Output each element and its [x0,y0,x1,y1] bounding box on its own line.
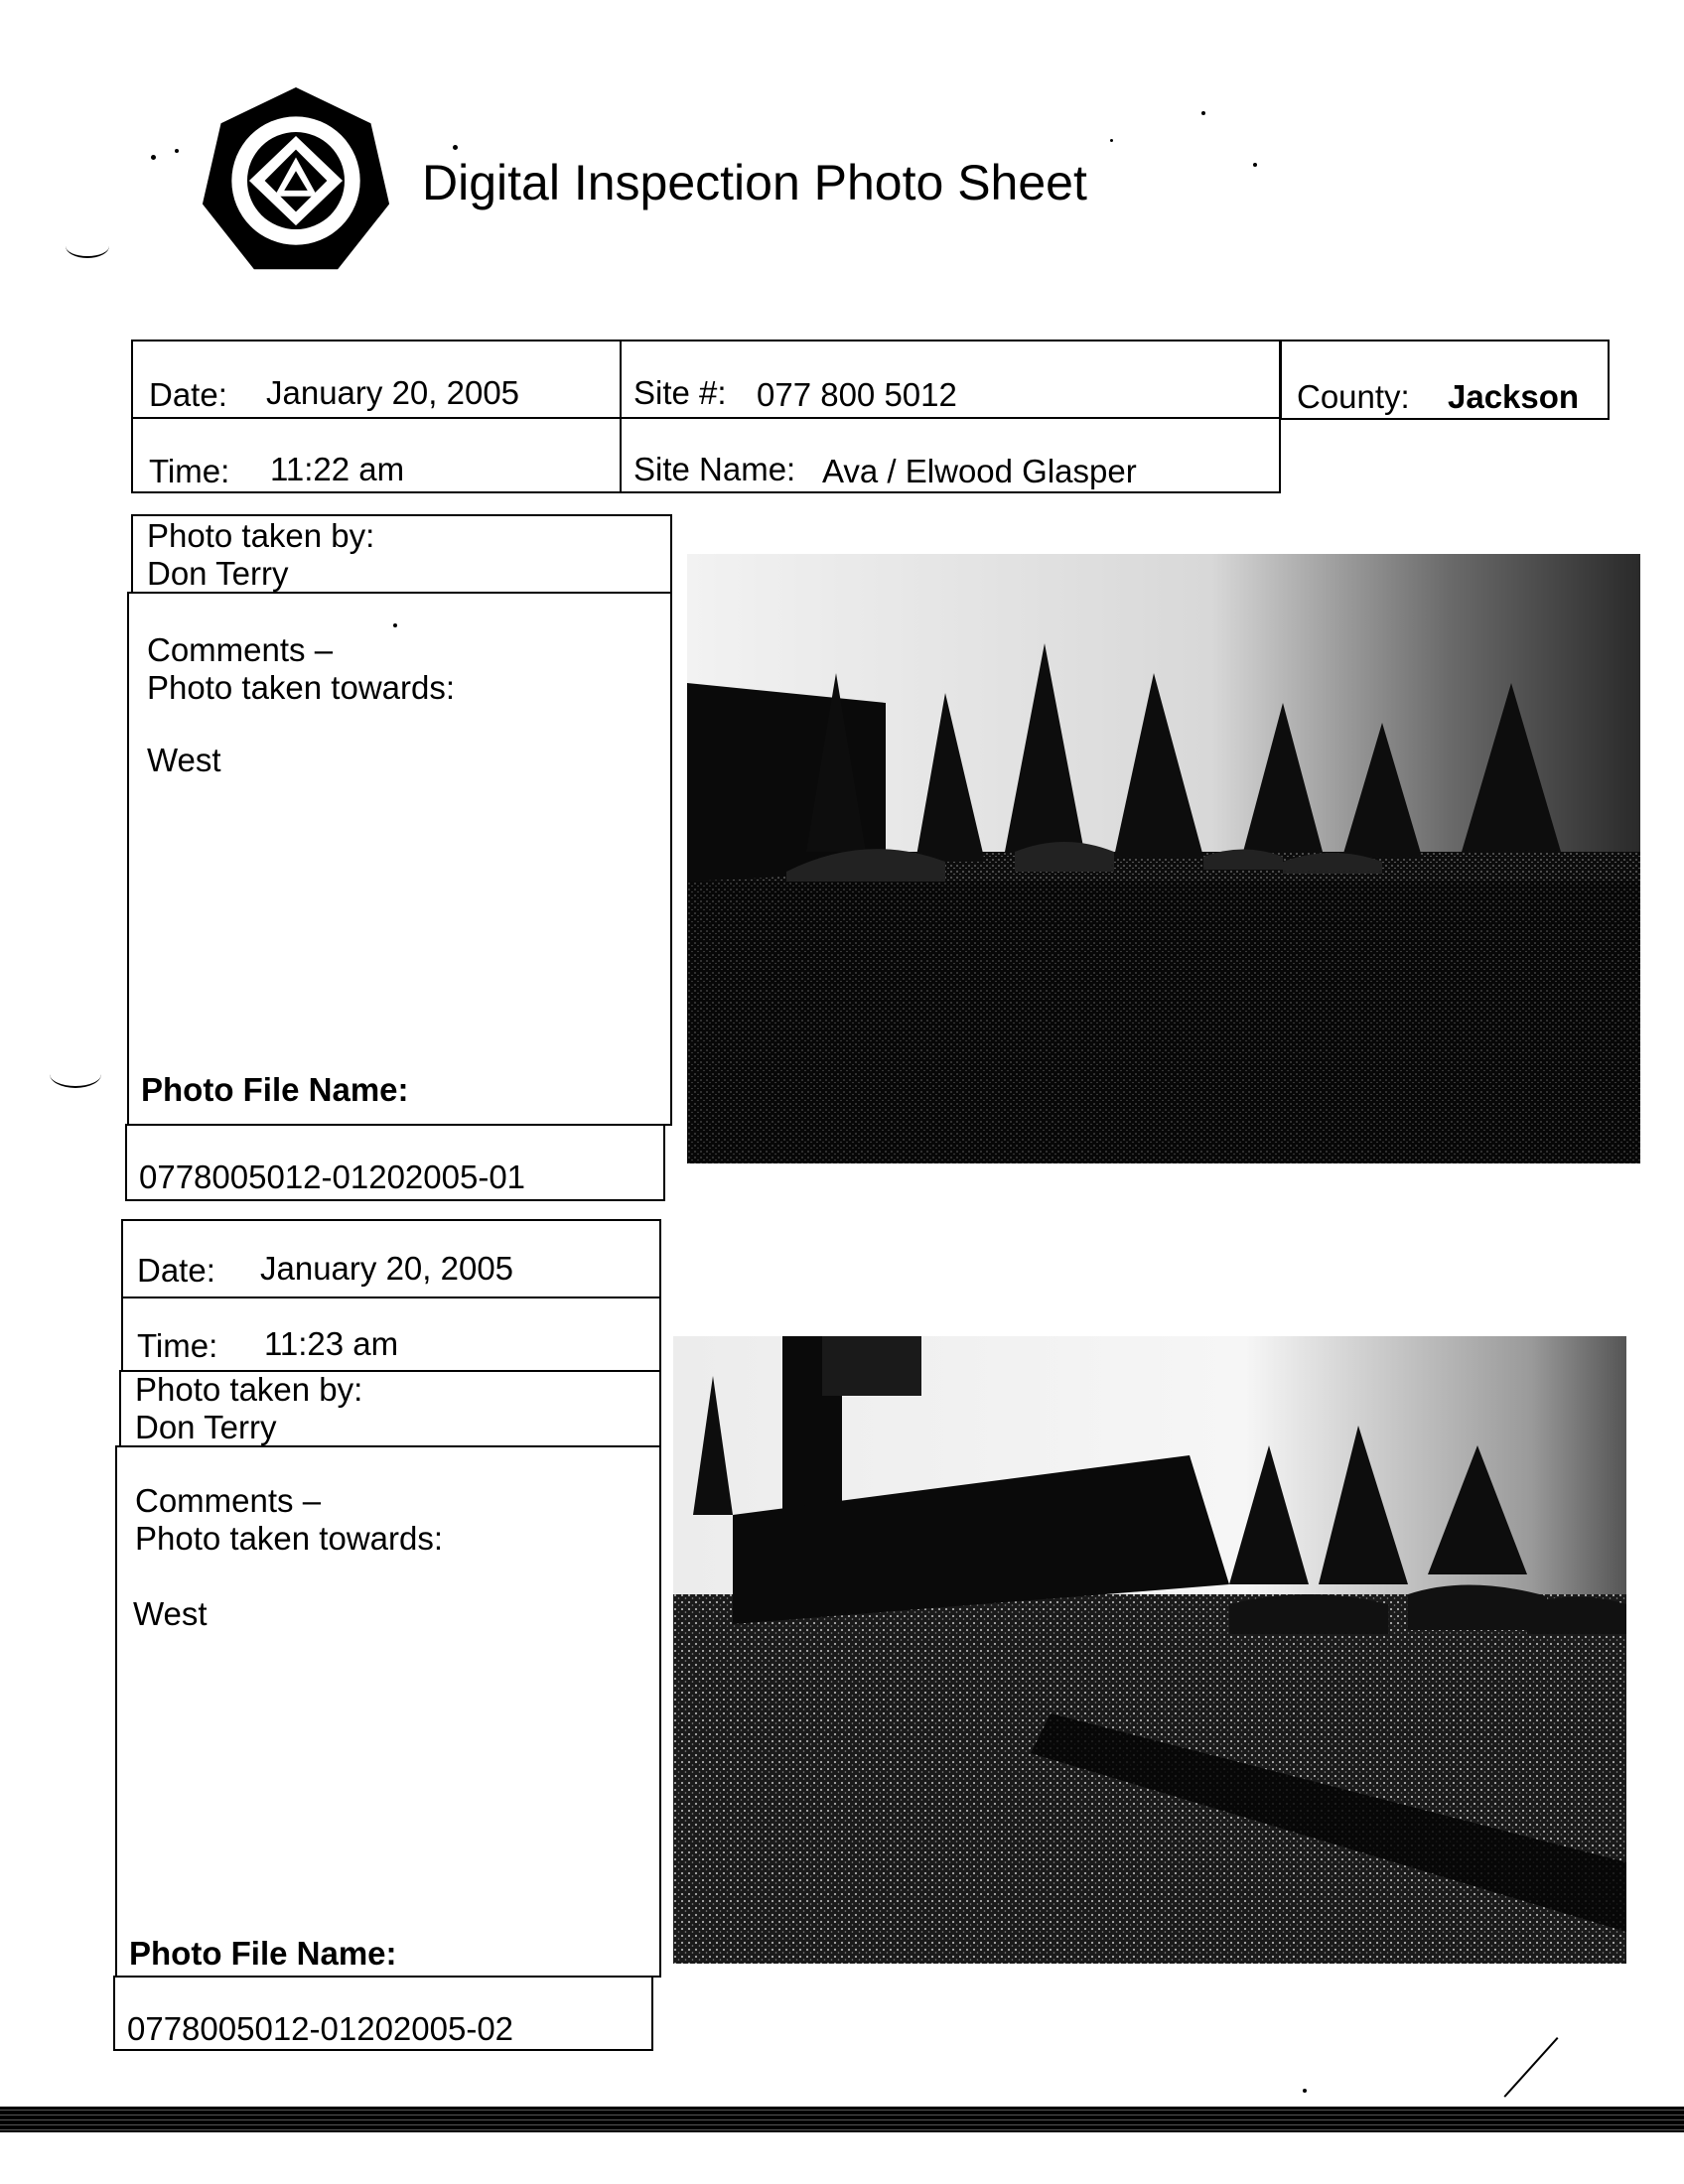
entry-2-taken-by-value: Don Terry [135,1409,277,1445]
site-name-label: Site Name: [633,451,796,487]
date-value: January 20, 2005 [266,374,520,411]
entry-1-towards-label: Photo taken towards: [147,669,456,706]
entry-2-date-label: Date: [137,1252,215,1289]
entry-1-file-name-label: Photo File Name: [141,1071,409,1108]
site-name-value: Ava / Elwood Glasper [822,453,1137,489]
heptagon-emergency-logo-icon [199,85,393,280]
site-number-value: 077 800 5012 [757,376,957,413]
county-label: County: [1297,378,1410,415]
time-value: 11:22 am [270,451,405,487]
entry-2-comments-label: Comments – [135,1482,322,1519]
entry-2-towards-label: Photo taken towards: [135,1520,444,1557]
site-number-label: Site #: [633,374,727,411]
scan-speck [453,145,458,150]
entry-1-direction: West [147,742,221,778]
county-value: Jackson [1448,378,1580,415]
entry-1-file-name-value: 0778005012-01202005-01 [139,1159,526,1195]
site-info-col-divider [620,340,622,493]
date-label: Date: [149,376,227,413]
scan-speck [393,623,397,627]
entry-2-taken-by-label: Photo taken by: [135,1371,363,1408]
entry-2-photo [673,1336,1626,1964]
site-info-row-divider [131,417,1281,419]
entry-1-comments-label: Comments – [147,631,334,668]
scan-speck [1253,163,1257,167]
entry-2-file-name-label: Photo File Name: [129,1935,397,1972]
entry-1-taken-by-value: Don Terry [147,555,289,592]
scan-speck [151,155,156,160]
entry-2-direction: West [133,1595,208,1632]
scan-speck [1110,139,1113,142]
scan-speck [175,149,179,153]
scan-curve-mark [66,234,109,258]
entry-1-photo [687,554,1640,1163]
page-title: Digital Inspection Photo Sheet [422,155,1087,210]
logo [199,85,393,280]
entry-2-time-label: Time: [137,1327,218,1364]
entry-1-taken-by-label: Photo taken by: [147,517,375,554]
scan-speck [1201,111,1205,115]
entry-2-date-value: January 20, 2005 [260,1250,514,1287]
scan-curve-mark [50,1060,101,1088]
scan-speck [1303,2089,1307,2093]
time-label: Time: [149,453,230,489]
scan-slash-mark [1503,2037,1558,2098]
scan-bottom-band [0,2107,1684,2132]
entry-2-file-name-value: 0778005012-01202005-02 [127,2010,514,2047]
entry-2-time-value: 11:23 am [264,1325,399,1362]
